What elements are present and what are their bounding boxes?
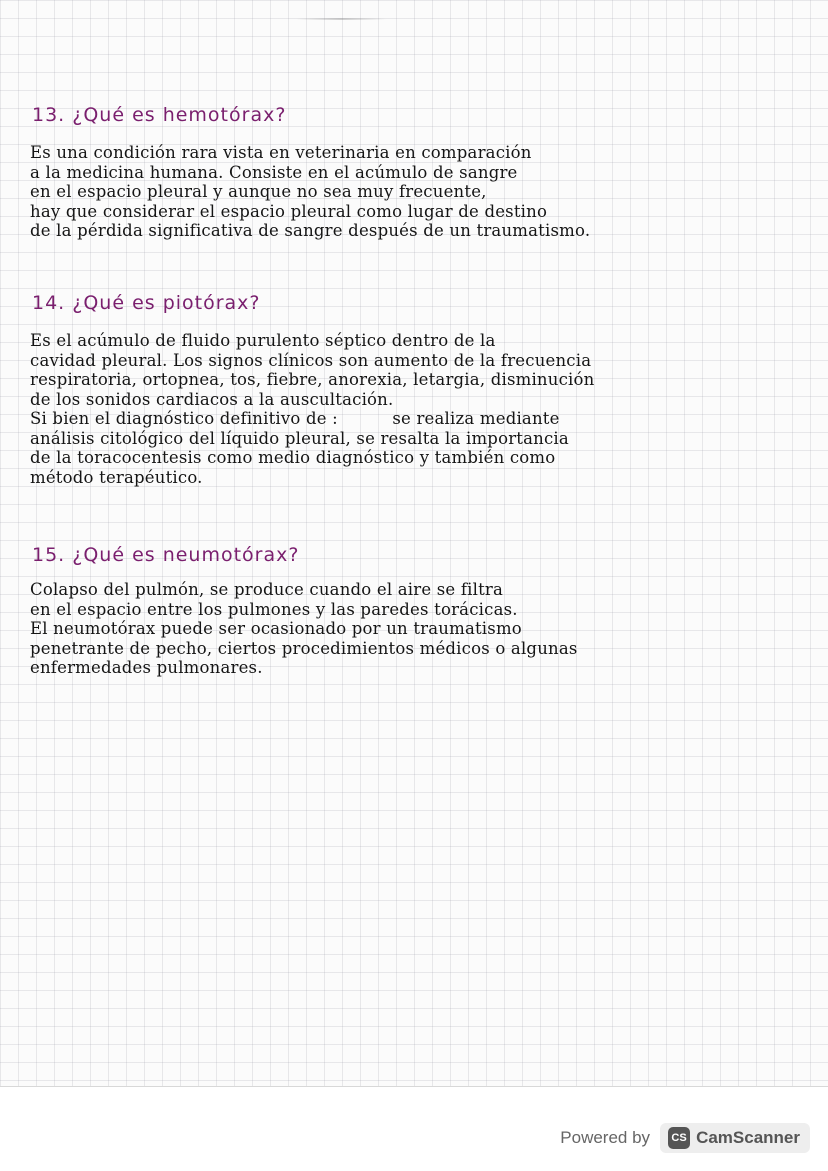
powered-by-label: Powered by bbox=[560, 1128, 651, 1147]
camscanner-footer bbox=[560, 1122, 810, 1154]
answer-15 bbox=[30, 580, 790, 678]
answer-line: El neumotórax puede ser ocasionado por un traumatismo bbox=[30, 619, 522, 638]
answer-line: Colapso del pulmón, se produce cuando el aire se filtra bbox=[30, 580, 504, 599]
answer-line: método terapéutico. bbox=[30, 467, 203, 487]
question-14-title: 14. ¿Qué es piotórax? bbox=[32, 292, 261, 314]
answer-line: en el espacio entre los pulmones y las paredes torácicas. bbox=[30, 599, 518, 619]
answer-line: de la toracocentesis como medio diagnóstico y también como bbox=[30, 448, 556, 467]
answer-line: análisis citológico del líquido pleural, se resalta la importancia bbox=[30, 428, 569, 448]
camscanner-badge[interactable] bbox=[660, 1123, 810, 1153]
answer-line: en el espacio pleural y aunque no sea muy frecuente, bbox=[30, 182, 487, 201]
answer-line: de la pérdida significativa de sangre después de un traumatismo. bbox=[30, 221, 591, 240]
answer-line: respiratoria, ortopnea, tos, fiebre, anorexia, letargia, disminución bbox=[30, 370, 595, 389]
answer-line: Es el acúmulo de fluido purulento séptico dentro de la bbox=[30, 331, 496, 350]
question-13-title: 13. ¿Qué es hemotórax? bbox=[32, 104, 287, 126]
answer-14 bbox=[30, 331, 790, 487]
camscanner-logo-icon: CS bbox=[668, 1127, 690, 1149]
answer-line: cavidad pleural. Los signos clínicos son aumento de la frecuencia bbox=[30, 350, 592, 370]
answer-line: a la medicina humana. Consiste en el acúmulo de sangre bbox=[30, 162, 518, 182]
answer-line: enfermedades pulmonares. bbox=[30, 658, 263, 677]
answer-line: penetrante de pecho, ciertos procedimientos médicos o algunas bbox=[30, 638, 578, 658]
answer-line: Si bien el diagnóstico definitivo de : se realiza mediante bbox=[30, 409, 560, 428]
camscanner-brand-name: CamScanner bbox=[696, 1128, 800, 1147]
answer-line: de los sonidos cardiacos a la auscultación. bbox=[30, 389, 394, 409]
answer-line: Es una condición rara vista en veterinaria en comparación bbox=[30, 143, 532, 162]
question-15-title: 15. ¿Qué es neumotórax? bbox=[32, 544, 300, 566]
page-top-mark bbox=[296, 18, 386, 20]
answer-13 bbox=[30, 143, 790, 241]
answer-line: hay que considerar el espacio pleural como lugar de destino bbox=[30, 201, 548, 221]
